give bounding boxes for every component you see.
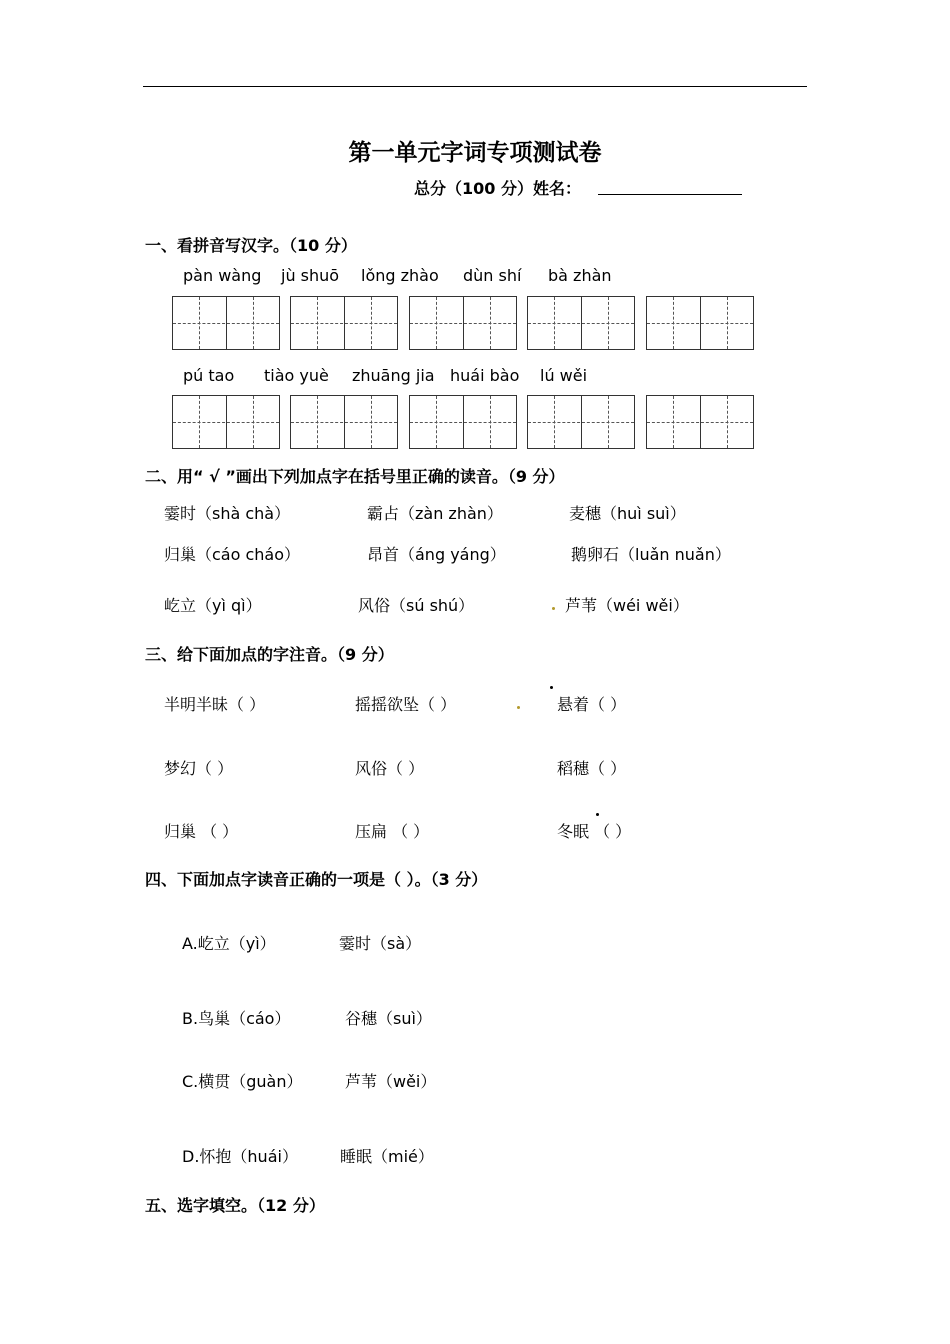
emphasis-dot <box>552 607 555 610</box>
writing-grid[interactable] <box>646 296 754 350</box>
option-d-1: D.怀抱（huái） <box>182 1147 298 1166</box>
writing-grid[interactable] <box>409 395 517 449</box>
option-c-1: C.横贯（guàn） <box>182 1072 303 1091</box>
option-b-2: 谷穗（suì） <box>345 1009 432 1028</box>
pinyin-7: tiào yuè <box>264 366 329 385</box>
s2-item: 芦苇（wéi wěi） <box>565 596 689 615</box>
pinyin-8: zhuāng jia <box>352 366 435 385</box>
s2-item: 昂首（áng yáng） <box>367 545 506 564</box>
top-rule <box>143 86 807 87</box>
section-4-heading: 四、下面加点字读音正确的一项是（ ）。（3 分） <box>145 870 488 889</box>
section-5-heading: 五、选字填空。（12 分） <box>145 1196 325 1215</box>
option-a-2: 霎时（sà） <box>339 934 422 953</box>
s3-item: 稻穗（ ） <box>557 759 627 778</box>
s3-item: 归巢 （ ） <box>164 822 239 841</box>
writing-grid[interactable] <box>290 395 398 449</box>
pinyin-3: lǒng zhào <box>361 266 439 285</box>
pinyin-9: huái bào <box>450 366 520 385</box>
section-1-heading: 一、看拼音写汉字。（10 分） <box>145 236 357 255</box>
s2-item: 鹅卵石（luǎn nuǎn） <box>571 545 731 564</box>
s2-item: 霎时（shà chà） <box>164 504 291 523</box>
section-2-heading: 二、用“ √ ”画出下列加点字在括号里正确的读音。（9 分） <box>145 467 565 486</box>
option-d-2: 睡眠（mié） <box>340 1147 434 1166</box>
pinyin-10: lú wěi <box>540 366 588 385</box>
page-title: 第一单元字词专项测试卷 <box>348 140 602 166</box>
pinyin-1: pàn wàng <box>183 266 262 285</box>
option-b-1: B.鸟巢（cáo） <box>182 1009 291 1028</box>
s3-item: 风俗（ ） <box>355 759 425 778</box>
pinyin-6: pú tao <box>183 366 235 385</box>
s3-item: 冬眠 （ ） <box>557 822 632 841</box>
s2-item: 风俗（sú shú） <box>358 596 475 615</box>
pinyin-2: jù shuō <box>281 266 340 285</box>
writing-grid[interactable] <box>290 296 398 350</box>
pinyin-4: dùn shí <box>463 266 522 285</box>
s3-item: 半明半昧（ ） <box>164 695 266 714</box>
writing-grid[interactable] <box>646 395 754 449</box>
s2-item: 屹立（yì qì） <box>164 596 262 615</box>
emphasis-dot <box>550 686 553 689</box>
s3-item: 悬着（ ） <box>557 695 627 714</box>
option-a-1: A.屹立（yì） <box>182 934 276 953</box>
s2-item: 霸占（zàn zhàn） <box>367 504 503 523</box>
writing-grid[interactable] <box>409 296 517 350</box>
writing-grid[interactable] <box>172 296 280 350</box>
s2-item: 归巢（cáo cháo） <box>164 545 301 564</box>
pinyin-5: bà zhàn <box>548 266 612 285</box>
writing-grid[interactable] <box>172 395 280 449</box>
option-c-2: 芦苇（wěi） <box>345 1072 437 1091</box>
s3-item: 摇摇欲坠（ ） <box>355 695 457 714</box>
emphasis-dot <box>517 706 520 709</box>
section-3-heading: 三、给下面加点的字注音。（9 分） <box>145 645 394 664</box>
writing-grid[interactable] <box>527 296 635 350</box>
emphasis-dot <box>596 813 599 816</box>
score-name-line: 总分（100 分）姓名： <box>414 179 581 198</box>
name-blank[interactable] <box>598 194 742 195</box>
s3-item: 梦幻（ ） <box>164 759 234 778</box>
s2-item: 麦穗（huì suì） <box>569 504 686 523</box>
writing-grid[interactable] <box>527 395 635 449</box>
s3-item: 压扁 （ ） <box>355 822 430 841</box>
